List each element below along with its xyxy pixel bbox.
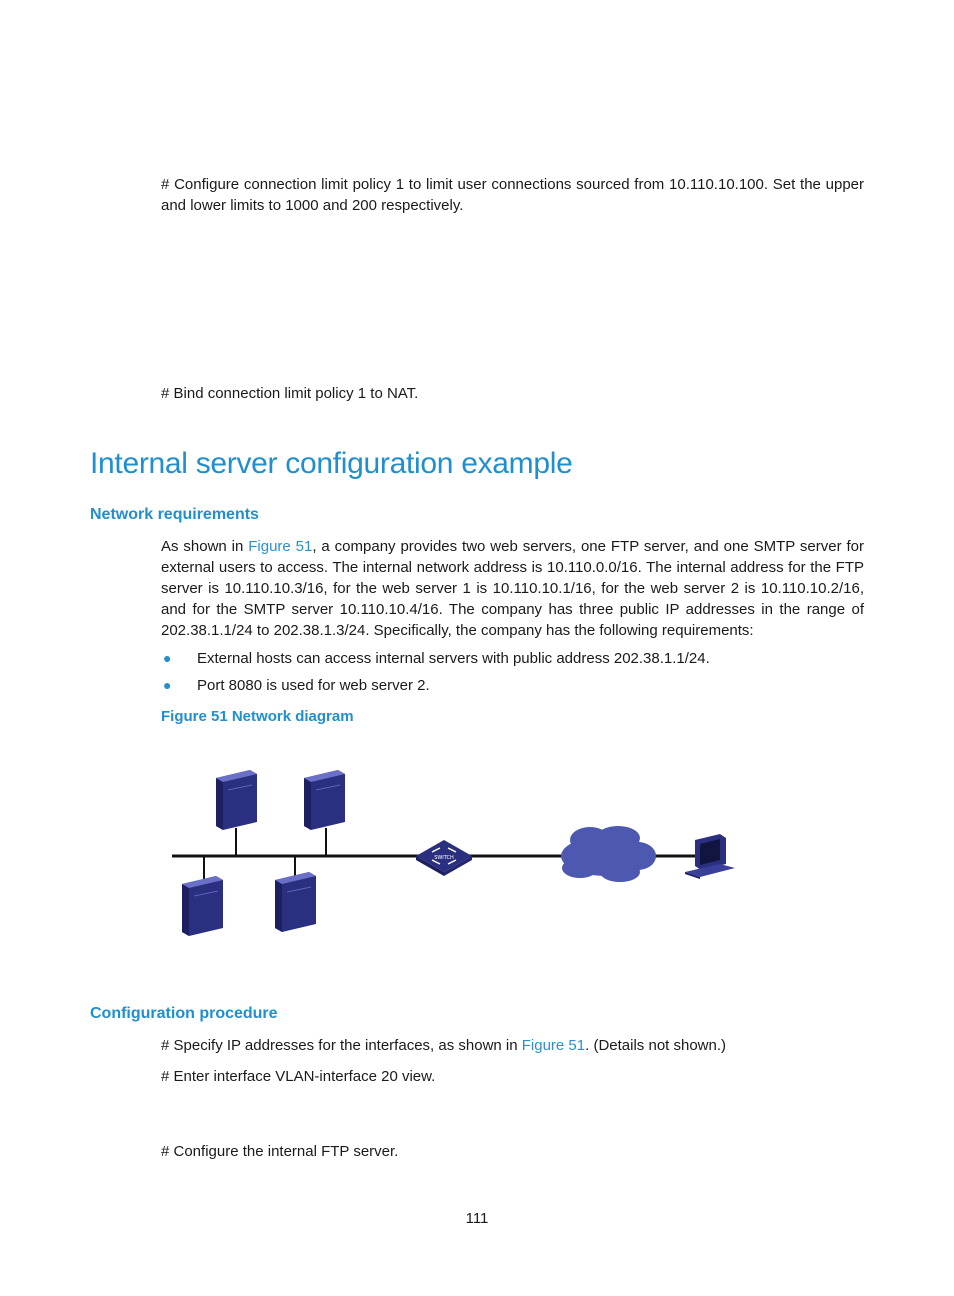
- list-item-text: External hosts can access internal servers with public address 202.38.1.1/24.: [197, 650, 710, 667]
- bullet-icon: ●: [163, 677, 172, 693]
- server-icon: [304, 770, 345, 830]
- bind-policy-step: # Bind connection limit policy 1 to NAT.: [161, 385, 419, 402]
- network-requirements-paragraph: [161, 536, 864, 641]
- switch-icon: [416, 840, 472, 876]
- network-diagram: [160, 760, 760, 950]
- connection-limit-intro: # Configure connection limit policy 1 to limit user connections sourced from 10.110.10.100. Set the upper and lower limits to 1000 and 200 respectively.: [161, 176, 864, 214]
- switch-label: SWITCH: [434, 855, 454, 861]
- para-suffix: , a company provides two web servers, one FTP server, and one SMTP server for external users to access. The internal network address is 10.110.0.0/16. The internal address for the FTP server is 10.110.10.3/16, for the web server 1 is 10.110.10.1/16, for the web server 2 is 10.110.10.2/16, and for the SMTP server 10.110.10.4/16. The company has three public IP addresses in the range of 202.38.1.1/24 to 202.38.1.3/24. Specifically, the company has the following requirements:: [161, 538, 864, 639]
- server-icon: [182, 876, 223, 936]
- para-prefix: As shown in: [161, 538, 249, 555]
- section-title: Internal server configuration example: [90, 447, 573, 480]
- figure-caption: Figure 51 Network diagram: [161, 708, 354, 725]
- step1-prefix: # Specify IP addresses for the interfaces, as shown in: [161, 1037, 522, 1054]
- list-item: [161, 648, 864, 675]
- page-number: 111: [465, 1210, 489, 1227]
- figure-51-link[interactable]: Figure 51: [521, 1037, 586, 1054]
- list-item: [161, 675, 864, 702]
- server-icon: [275, 872, 316, 932]
- list-item-text: Port 8080 is used for web server 2.: [197, 677, 430, 694]
- step-enter-interface: # Enter interface VLAN-interface 20 view.: [161, 1068, 436, 1085]
- figure-51-link[interactable]: Figure 51: [248, 538, 313, 555]
- server-icon: [216, 770, 257, 830]
- network-requirements-heading: Network requirements: [90, 506, 259, 523]
- bullet-icon: ●: [163, 650, 172, 666]
- step-specify-ip: [161, 1035, 864, 1056]
- step1-suffix: . (Details not shown.): [585, 1037, 727, 1054]
- cloud-icon: [561, 826, 656, 882]
- requirements-list: [161, 648, 864, 702]
- configuration-procedure-heading: Configuration procedure: [90, 1005, 278, 1022]
- step-configure-ftp: # Configure the internal FTP server.: [161, 1143, 399, 1160]
